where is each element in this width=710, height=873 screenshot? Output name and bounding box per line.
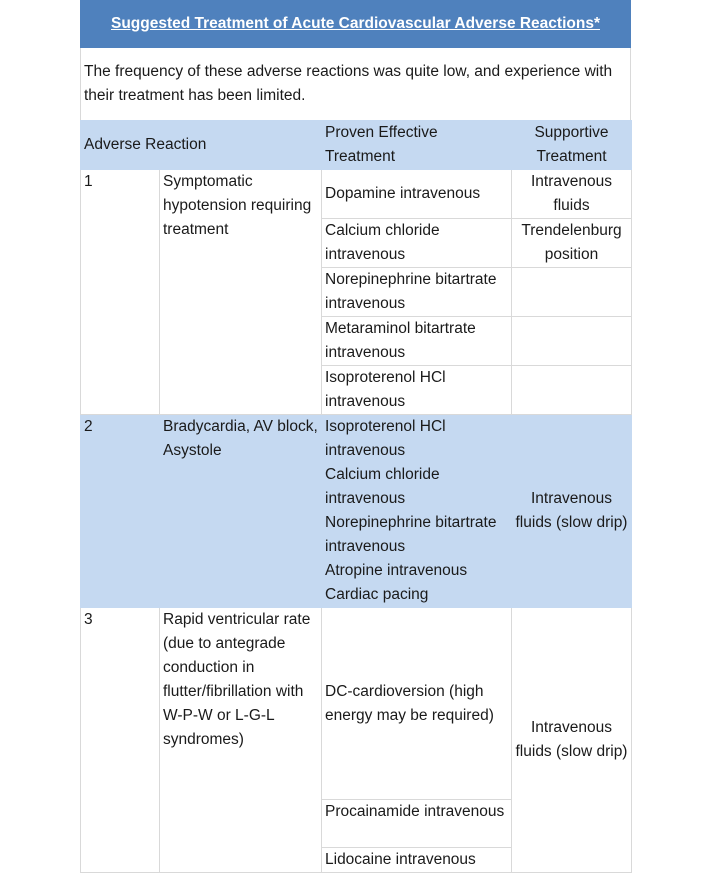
- table-header-row: [81, 121, 632, 170]
- table-row: [81, 170, 632, 219]
- treatment-cell: Procainamide intravenous: [322, 800, 512, 848]
- supportive-cell: Intravenous fluids (slow drip): [512, 608, 632, 873]
- treatment-cell: Norepinephrine bitartrate intravenous: [322, 268, 512, 317]
- table-row: [81, 608, 632, 800]
- row-number: 2: [81, 415, 160, 608]
- treatment-table: [80, 120, 632, 873]
- treatment-item: Norepinephrine bitartrate intravenous: [325, 514, 497, 555]
- treatment-cell: Dopamine intravenous: [322, 170, 512, 219]
- treatment-item: Calcium chloride intravenous: [325, 466, 440, 507]
- treatment-cell: Isoproterenol HCl intravenous: [322, 366, 512, 415]
- treatment-item: Atropine intravenous: [325, 562, 468, 579]
- header-adverse-reaction: Adverse Reaction: [81, 121, 322, 170]
- supportive-cell: [512, 268, 632, 317]
- reaction-cell: Rapid ventricular rate (due to antegrade conduction in flutter/fibrillation with W-P-W or L-G-L syndromes): [160, 608, 322, 873]
- supportive-cell: Intravenous fluids (slow drip): [512, 415, 632, 608]
- treatment-cell: Calcium chloride intravenous: [322, 219, 512, 268]
- treatment-cell: DC-cardioversion (high energy may be required): [322, 608, 512, 800]
- header-proven-treatment: Proven Effective Treatment: [322, 121, 512, 170]
- supportive-cell: Trendelenburg position: [512, 219, 632, 268]
- treatment-cell: Metaraminol bitartrate intravenous: [322, 317, 512, 366]
- treatment-document: [80, 0, 631, 873]
- title-bar: [80, 0, 631, 48]
- table-row: [81, 415, 632, 608]
- supportive-cell: [512, 317, 632, 366]
- treatment-item: Cardiac pacing: [325, 586, 429, 603]
- treatment-list-cell: [322, 415, 512, 608]
- reaction-cell: Symptomatic hypotension requiring treatment: [160, 170, 322, 415]
- intro-paragraph: The frequency of these adverse reactions was quite low, and experience with their treatment has been limited.: [80, 48, 631, 120]
- supportive-cell: [512, 366, 632, 415]
- header-supportive-treatment: Supportive Treatment: [512, 121, 632, 170]
- treatment-item: Isoproterenol HCl intravenous: [325, 418, 446, 459]
- document-title: Suggested Treatment of Acute Cardiovascular Adverse Reactions*: [111, 15, 600, 32]
- reaction-cell: Bradycardia, AV block, Asystole: [160, 415, 322, 608]
- row-number: 3: [81, 608, 160, 873]
- supportive-cell: Intravenous fluids: [512, 170, 632, 219]
- row-number: 1: [81, 170, 160, 415]
- treatment-cell: Lidocaine intravenous: [322, 848, 512, 873]
